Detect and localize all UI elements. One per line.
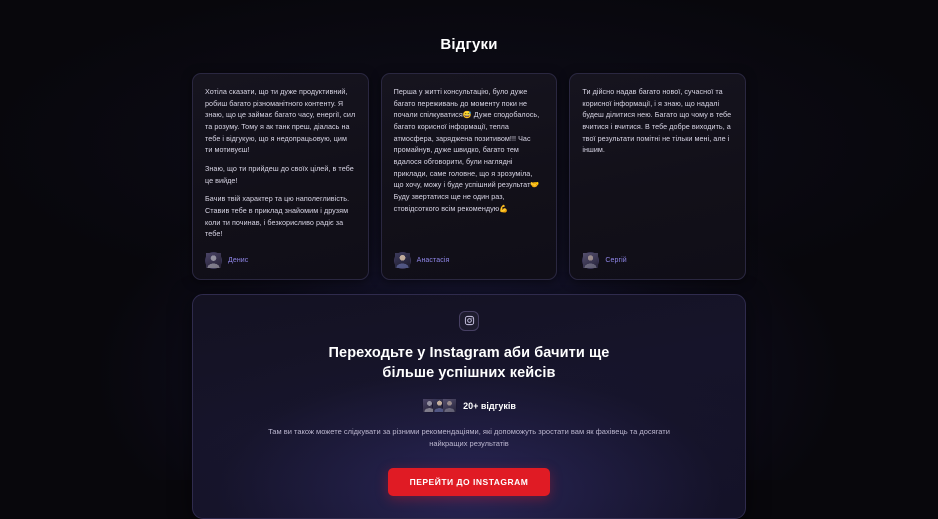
testimonial-paragraph: Хотіла сказати, що ти дуже продуктивний, робиш багато різноманітного контенту. Я знаю, що це займає багато часу, енергії, сил та розуму. Тому я ак танк преш, діалась на тебе і відгукую, що я недопрацьовую, цим ти мотивуєш!: [205, 87, 356, 155]
testimonial-paragraph: Ти дійсно надав багато нової, сучасної та корисної інформації, і я знаю, що надалі будеш ділитися нею. Багато що чому в тебе вчитися і вчитися. В тебе добре виходить, а твої результати помітні не тільки мені, але і іншим.: [582, 87, 732, 155]
testimonial-footer: [205, 252, 356, 269]
testimonial-card: [569, 73, 746, 280]
testimonial-paragraph: Перша у житті консультацію, було дуже багато переживань до моменту поки не почали спілкуватися😅 Дуже сподобалось, багато корисної інформації, тепла атмосфера, заряджена позитивом!!! Час промайнув, дуже швидко, багато тем вдалося обговорити, були наглядні приклади, саме головне, що я зрозуміла, що хочу, можу і буде успішний результат🤝 Буду звертатися ще не один раз, стовідсоткого всім рекомендую💪: [393, 87, 540, 213]
reviews-count: 20+ відгуків: [463, 400, 516, 411]
go-to-instagram-button[interactable]: ПЕРЕЙТИ ДО INSTAGRAM: [388, 468, 551, 496]
testimonial-author: Денис: [228, 256, 249, 264]
testimonial-footer: [582, 252, 733, 269]
avatar: [205, 252, 222, 269]
testimonial-author: Сергій: [605, 256, 627, 264]
instagram-icon: [459, 311, 479, 331]
avatar-stack: [422, 398, 452, 413]
testimonial-footer: [394, 252, 545, 269]
avatar: [582, 252, 599, 269]
testimonial-body: [582, 86, 733, 240]
reviews-summary: [213, 398, 725, 413]
cta-subtitle: Там ви також можете слідкувати за різними рекомендаціями, які допоможуть зростати вам як фахівець та досягати найкращих результатів: [268, 427, 670, 449]
testimonial-paragraph: Знаю, що ти прийдеш до своїх цілей, в тебе це вийде!: [205, 163, 354, 185]
instagram-cta-panel: [192, 294, 746, 519]
testimonial-card: [192, 73, 369, 280]
testimonial-author: Анастасія: [416, 256, 450, 264]
testimonial-paragraph: Бачив твій характер та цю наполегливість. Ставив тебе в приклад знайомим і друзям коли ти починав, і безкорисливо радіє за тебе!: [205, 194, 350, 239]
avatar: [394, 252, 411, 269]
page-title: Відгуки: [440, 36, 498, 53]
testimonials-list: [0, 73, 938, 280]
testimonial-body: [394, 86, 545, 240]
testimonial-body: [205, 86, 356, 240]
avatar: [442, 398, 457, 413]
testimonial-card: [381, 73, 558, 280]
cta-title: Переходьте у Instagram аби бачити ще більше успішних кейсів: [328, 344, 610, 382]
